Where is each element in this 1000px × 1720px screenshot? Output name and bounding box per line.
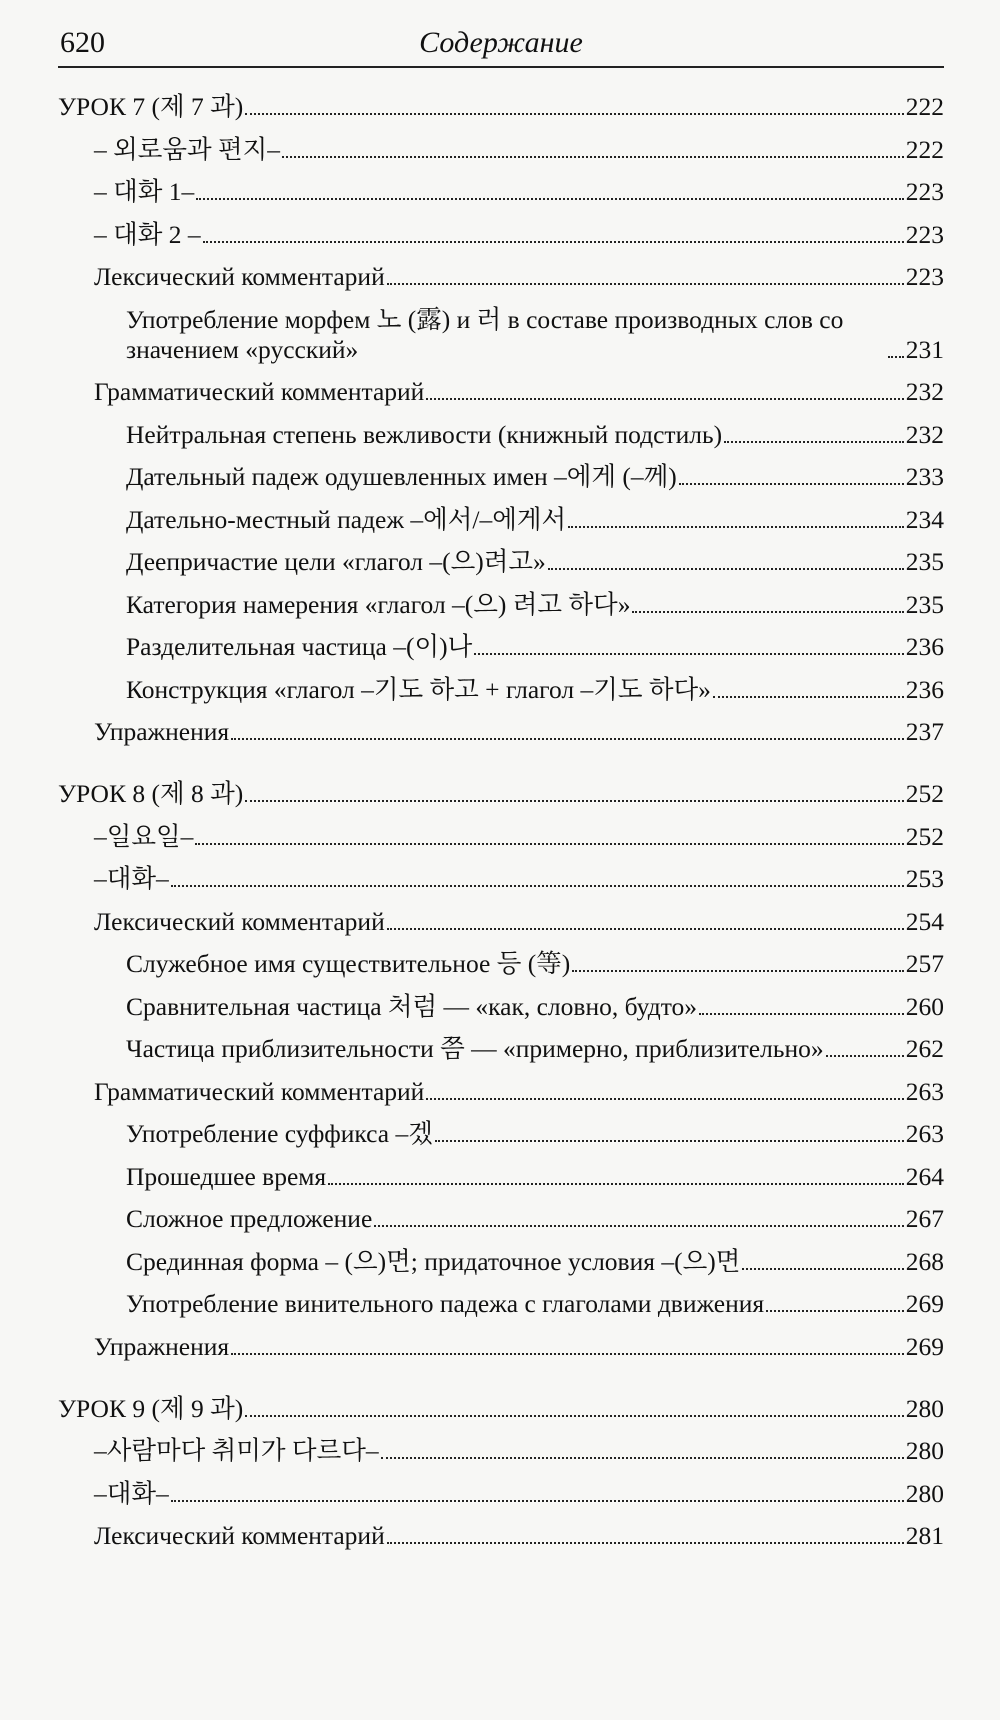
toc-entry-title: Дательный падеж одушевленных имен –에게 (–께) (126, 462, 677, 491)
toc-entry (94, 1521, 944, 1551)
toc-entry (94, 822, 944, 852)
toc-entry-page: 236 (905, 674, 944, 704)
toc-entry (126, 420, 944, 450)
toc-entry (126, 462, 944, 492)
dot-leader (888, 356, 904, 358)
toc-entry (126, 675, 944, 705)
toc-entry (126, 1204, 944, 1234)
toc-entry-page: 257 (905, 949, 944, 978)
toc-entry (126, 1247, 944, 1277)
dot-leader (231, 738, 904, 740)
toc-entry-title: – 외로움과 편지– (94, 134, 281, 164)
toc-entry-page: 264 (905, 1161, 944, 1191)
dot-leader (374, 1225, 903, 1227)
toc-entry-title: –대화– (94, 1478, 169, 1508)
lesson-block (58, 92, 944, 747)
toc-entry-page: 254 (905, 906, 944, 936)
toc-entry-title: УРОК 9 (제 9 과) (58, 1393, 244, 1423)
toc-entry-page: 269 (905, 1331, 944, 1361)
toc-entry-page: 222 (905, 92, 944, 121)
toc-entry (94, 220, 944, 250)
dot-leader (195, 843, 903, 845)
page-header (58, 22, 944, 68)
dot-leader (171, 1500, 904, 1502)
toc-entry-title: – 대화 1– (94, 177, 195, 206)
lesson-block (58, 1394, 944, 1552)
toc-entry-page: 235 (905, 589, 944, 619)
toc-entry-title: Дательно-местный падеж –에서/–에게서 (126, 504, 567, 534)
toc-entry-page: 223 (905, 219, 944, 249)
toc-entry (94, 864, 944, 894)
toc-entry-page: 232 (905, 419, 944, 449)
lesson-block (58, 779, 944, 1362)
toc-entry-page: 280 (905, 1393, 944, 1423)
toc-entry-page: 262 (905, 1034, 944, 1063)
toc-entry (94, 1332, 944, 1362)
toc-entry-title: Грамматический комментарий (94, 1076, 425, 1106)
toc-entry-title: Деепричастие цели «глагол –(으)려고» (126, 547, 546, 576)
toc-entry (94, 1479, 944, 1509)
dot-leader (766, 1310, 904, 1312)
toc-entry-title: –대화– (94, 864, 169, 893)
toc-entry-page: 252 (905, 821, 944, 851)
toc-entry (126, 992, 944, 1022)
toc-entry-title: Лексический комментарий (94, 262, 385, 291)
toc-entry (126, 547, 944, 577)
toc-entry-title: Лексический комментарий (94, 1521, 385, 1550)
dot-leader (231, 1353, 904, 1355)
toc-entry-page: 280 (905, 1436, 944, 1465)
dot-leader (387, 928, 904, 930)
toc-entry-page: 260 (905, 991, 944, 1021)
toc-lesson-heading (58, 92, 944, 122)
dot-leader (196, 198, 903, 200)
toc-entry-page: 263 (905, 1076, 944, 1106)
toc-entry (94, 135, 944, 165)
dot-leader (826, 1055, 904, 1057)
dot-leader (426, 1098, 903, 1100)
toc-entry (94, 1077, 944, 1107)
toc-entry-page: 253 (905, 864, 944, 893)
toc-entry (126, 590, 944, 620)
toc-entry-title: Упражнения (94, 717, 230, 746)
dot-leader (387, 1542, 904, 1544)
toc-entry (126, 1289, 944, 1319)
toc-entry-title: Частица приблизительности 쯤 — «примерно, приблизительно» (126, 1034, 824, 1063)
toc-entry-page: 231 (905, 334, 944, 364)
toc-entry-page: 267 (905, 1204, 944, 1233)
toc-entry-page: 223 (905, 262, 944, 291)
toc-lesson-heading (58, 1394, 944, 1424)
toc-entry-title: Сложное предложение (126, 1204, 373, 1233)
toc-entry-title: Употребление морфем 노 (露) и 러 в составе производных слов со значением «русский» (126, 304, 844, 364)
toc-entry-title: Лексический комментарий (94, 906, 385, 936)
dot-leader (679, 483, 904, 485)
toc-entry-page: 269 (905, 1289, 944, 1318)
dot-leader (203, 241, 904, 243)
dot-leader (171, 885, 904, 887)
dot-leader (568, 526, 904, 528)
toc-entry-page: 237 (905, 717, 944, 746)
dot-leader (328, 1183, 904, 1185)
toc-entry (94, 377, 944, 407)
toc-entry (126, 1119, 944, 1149)
toc-entry-title: Упражнения (94, 1331, 230, 1361)
toc-entry-title: Нейтральная степень вежливости (книжный подстиль) (126, 419, 723, 449)
toc-entry (126, 305, 944, 365)
toc-entry-title: Срединная форма – (으)면; придаточное условия –(으)면 (126, 1246, 741, 1276)
dot-leader (572, 970, 904, 972)
toc-entry-page: 223 (905, 177, 944, 206)
toc-entry (126, 949, 944, 979)
toc-entry-title: Прошедшее время (126, 1161, 327, 1191)
table-of-contents (58, 92, 944, 1583)
toc-entry (126, 1162, 944, 1192)
toc-entry-page: 233 (905, 462, 944, 491)
toc-entry (94, 177, 944, 207)
toc-entry (94, 262, 944, 292)
toc-entry-title: Категория намерения «глагол –(으) 려고 하다» (126, 589, 631, 619)
toc-entry-title: Конструкция «глагол –기도 하고 + глагол –기도 하다» (126, 674, 711, 704)
dot-leader (474, 653, 903, 655)
toc-entry (126, 632, 944, 662)
dot-leader (381, 1457, 904, 1459)
toc-entry-title: –사람마다 취미가 다르다– (94, 1436, 379, 1465)
toc-entry-page: 236 (905, 632, 944, 661)
dot-leader (245, 113, 904, 115)
dot-leader (387, 283, 904, 285)
toc-entry-page: 268 (905, 1246, 944, 1276)
toc-entry-title: Служебное имя существительное 등 (等) (126, 949, 571, 978)
dot-leader (713, 696, 904, 698)
toc-entry-page: 280 (905, 1478, 944, 1508)
dot-leader (282, 156, 904, 158)
toc-entry-page: 263 (905, 1119, 944, 1148)
toc-lesson-heading (58, 779, 944, 809)
toc-entry-title: Употребление винительного падежа с глаголами движения (126, 1289, 765, 1318)
dot-leader (548, 568, 904, 570)
dot-leader (245, 800, 904, 802)
dot-leader (435, 1140, 904, 1142)
toc-entry (94, 907, 944, 937)
page-number: 620 (60, 26, 105, 59)
toc-entry-page: 222 (905, 134, 944, 164)
dot-leader (699, 1013, 904, 1015)
toc-entry-title: УРОК 8 (제 8 과) (58, 779, 244, 808)
toc-entry (126, 505, 944, 535)
toc-entry-page: 252 (905, 779, 944, 808)
toc-entry-title: Грамматический комментарий (94, 377, 425, 406)
dot-leader (426, 398, 903, 400)
toc-entry-title: – 대화 2 – (94, 219, 201, 249)
toc-entry-page: 235 (905, 547, 944, 576)
dot-leader (245, 1415, 904, 1417)
running-title: Содержание (419, 26, 583, 59)
toc-entry-page: 281 (905, 1521, 944, 1550)
toc-entry-title: Сравнительная частица 처럼 — «как, словно, будто» (126, 991, 698, 1021)
toc-entry-title: Разделительная частица –(이)나 (126, 632, 473, 661)
dot-leader (632, 611, 903, 613)
dot-leader (724, 441, 904, 443)
toc-entry (126, 1034, 944, 1064)
toc-entry (94, 1436, 944, 1466)
toc-entry-page: 234 (905, 504, 944, 534)
toc-entry-title: УРОК 7 (제 7 과) (58, 92, 244, 121)
toc-entry (94, 717, 944, 747)
toc-entry-title: –일요일– (94, 821, 194, 851)
dot-leader (742, 1268, 903, 1270)
toc-entry-page: 232 (905, 377, 944, 406)
toc-entry-title: Употребление суффикса –겠 (126, 1119, 433, 1148)
